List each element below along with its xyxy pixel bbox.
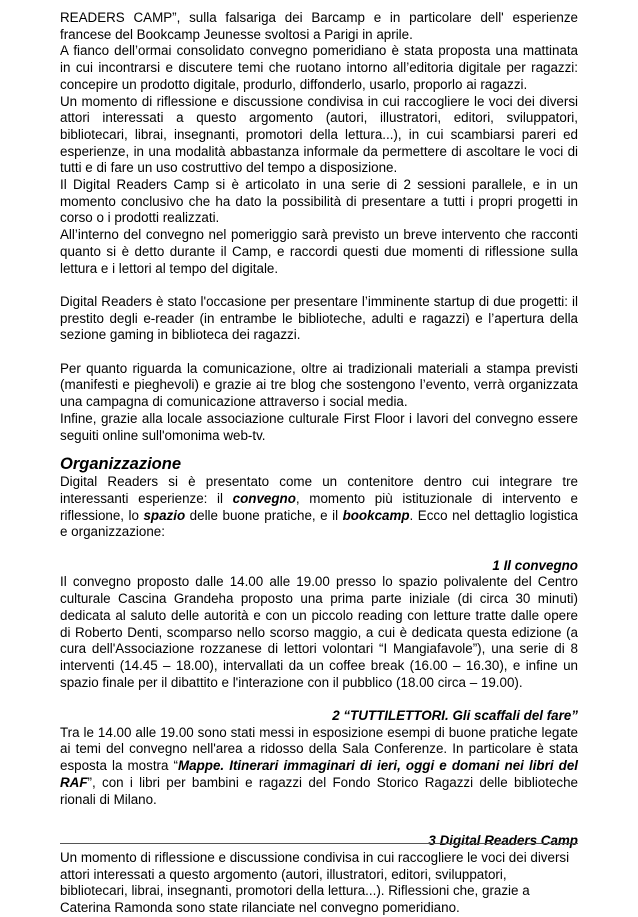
readers-camp-paragraph: Un momento di riflessione e discussione condivisa in cui raccogliere le voci dei diversi attori interessati a questo argomento (autori, illustratori, editori, sviluppatori, bibliotecari, librai, insegnanti, promotori della lettura...). Riflessioni che, grazie a Caterina Ramonda sono state rilanciate nel convegno pomeridiano. — [60, 849, 570, 916]
keyword-spazio: spazio — [143, 507, 186, 523]
intro-paragraph-1: READERS CAMP”, sulla falsariga dei Barcamp e in particolare dell' esperienze francese del Bookcamp Jeunesse svoltosi a Parigi in aprile. — [60, 10, 578, 42]
spacer — [60, 444, 578, 454]
subsection-title-convegno: 1 Il convegno — [492, 557, 578, 573]
intro-paragraph-8: Infine, grazie alla locale associazione culturale First Floor i lavori del convegno essere seguiti online sull'omonima web-tv. — [60, 410, 578, 443]
organizzazione-paragraph: Digital Readers si è presentato come un contenitore dentro cui integrare tre interessanti esperienze: il convegno, momento più istituzionale di intervento e riflessione, lo spazio delle buone pratiche, e il bookcamp. Ecco nel dettaglio logistica e organizzazione: — [60, 474, 579, 540]
section-heading-organizzazione: Organizzazione — [60, 455, 182, 474]
intro-paragraph-4: Il Digital Readers Camp si è articolato in una serie di 2 sessioni parallele, e in un momento conclusivo che ha dato la possibilità di presentare a tutti i propri progetti in corso o i prodotti realizzati. — [60, 177, 578, 226]
exhibition-title: Mappe. Itinerari immaginari di ieri, oggi e domani nei libri del RAF — [60, 758, 578, 790]
intro-paragraph-3: Un momento di riflessione e discussione condivisa in cui raccogliere le voci dei diversi attori interessati a questo argomento (autori, illustratori, editori, sviluppatori, bibliotecari, librai, insegnanti, promotori della lettura...), in cui scambiarsi pareri ed esperienze, in una modalità abbastanza informale da permettere di ascoltare le voci di tutti e di fare un uso costruttivo del tempo a disposizione. — [60, 93, 578, 176]
keyword-convegno: convegno — [232, 490, 296, 506]
spacer — [60, 541, 578, 558]
subsection-title-tuttilettori: 2 “TUTTILETTORI. Gli scaffali del fare” — [332, 708, 578, 724]
intro-paragraph-7: Per quanto riguarda la comunicazione, oltre ai tradizionali materiali a stampa previsti (manifesti e pieghevoli) e grazie ai tre blog che sostengono l’evento, verrà organizzata una campagna di comunicazione attraverso i social media. — [60, 360, 578, 410]
keyword-bookcamp: bookcamp — [342, 507, 410, 523]
intro-paragraph-6: Digital Readers è stato l'occasione per presentare l’imminente startup di due progetti: il prestito degli e-reader (in entrambe le biblioteche, adulti e ragazzi) e l’apertura della sezione gaming in biblioteca dei ragazzi. — [60, 293, 578, 343]
intro-paragraph-5: All’interno del convegno nel pomeriggio sarà previsto un breve intervento che racconti quanto si è detto durante il Camp, e raccordi questi due momenti di riflessione sulla lettura e i lettori al tempo del digitale. — [60, 227, 578, 276]
subsection-title-readers-camp: 3 Digital Readers Camp — [428, 833, 578, 849]
spacer — [60, 691, 578, 708]
page-content — [60, 10, 578, 917]
spacer — [60, 808, 578, 833]
spacer — [60, 344, 578, 361]
intro-paragraph-2: A fianco dell’ormai consolidato convegno pomeridiano è stata proposta una mattinata in cui incontrarsi e discutere temi che ruotano intorno all’editoria digitale per ragazzi: concepire un prodotto digitale, produrlo, diffonderlo, usarlo, proporlo ai ragazzi. — [60, 43, 578, 92]
footer-divider — [60, 843, 578, 844]
spacer — [60, 277, 578, 294]
convegno-paragraph: Il convegno proposto dalle 14.00 alle 19.00 presso lo spazio polivalente del Centro culturale Cascina Grandeha proposto una prima parte iniziale (di circa 30 minuti) dedicata al saluto delle autorità e con un piccolo reading con letture tratte dalle opere di Roberto Denti, scomparso nello scorso maggio, a cui è dedicata questa edizione (a cura dell'Associazione rozzanese di lettori volontari “I Mangiafavole”), una serie di 8 interventi (14.45 – 18.00), intervallati da un coffee break (16.00 – 16.30), e infine un spazio finale per il dibattito e l'interazione con il pubblico (18.00 circa – 19.00). — [60, 574, 578, 690]
tuttilettori-paragraph: Tra le 14.00 alle 19.00 sono stati messi in esposizione esempi di buone pratiche legate ai temi del convegno nell'area a ridosso della Sala Conferenze. In particolare è stata esposta la mostra “Mappe. Itinerari immaginari di ieri, oggi e domani nei libri del RAF”, con i libri per bambini e ragazzi del Fondo Storico Ragazzi delle biblioteche rionali di Milano. — [60, 724, 578, 807]
